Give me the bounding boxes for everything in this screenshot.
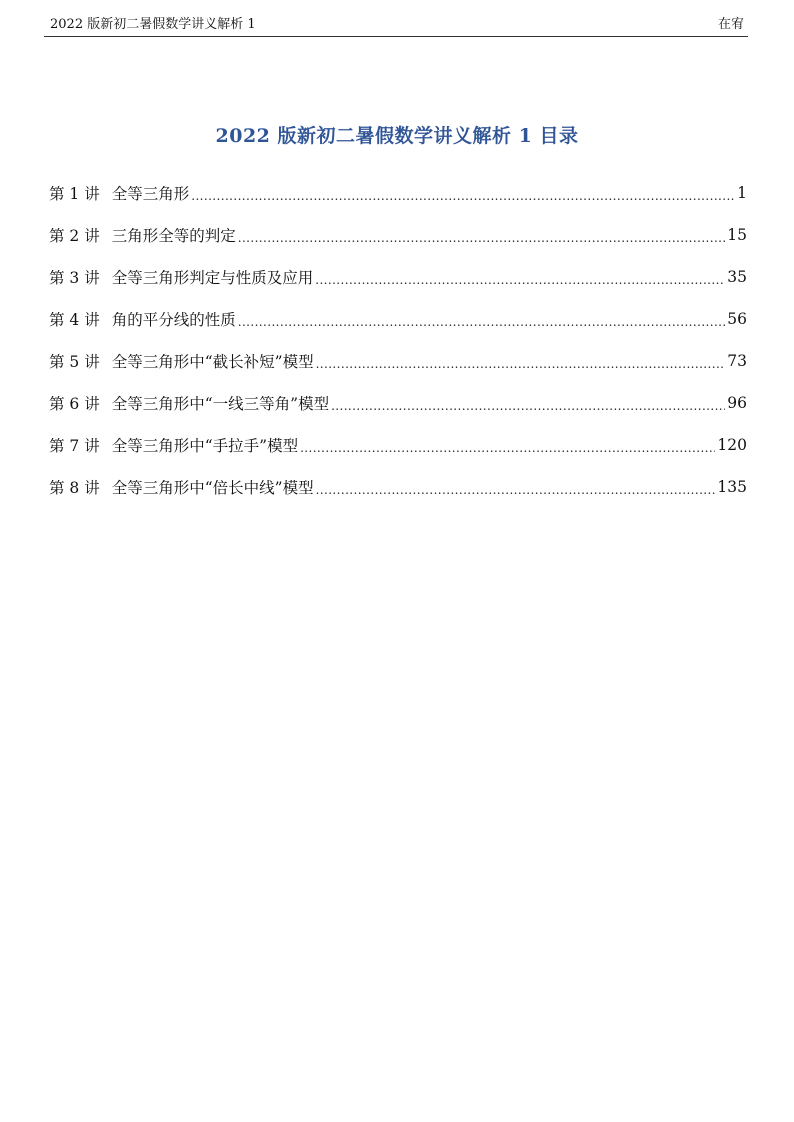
header-author: 在宥 — [717, 17, 744, 32]
toc-dot-leader — [238, 315, 726, 329]
toc-entry-label: 全等三角形中“倍长中线”模型 — [111, 479, 314, 497]
toc-dot-leader — [315, 273, 725, 287]
toc-entry-4[interactable] — [49, 298, 747, 340]
toc-dot-leader — [316, 483, 716, 497]
toc-entry-2[interactable] — [49, 214, 747, 256]
toc-entry-number: 第 5 讲 — [49, 353, 100, 371]
toc-entry-page: 35 — [727, 268, 747, 286]
toc-entry-page: 15 — [727, 226, 747, 244]
toc-entry-label: 全等三角形中“手拉手”模型 — [111, 437, 299, 455]
toc-title: 2022 版新初二暑假数学讲义解析 1 目录 — [215, 125, 579, 147]
toc-dot-leader — [300, 441, 715, 455]
toc-entry-number: 第 7 讲 — [49, 437, 100, 455]
toc-entry-page: 135 — [717, 478, 747, 496]
page-header — [44, 14, 748, 37]
toc-entry-6[interactable] — [49, 382, 747, 424]
toc-entry-label: 三角形全等的判定 — [111, 227, 236, 245]
toc-entry-page: 96 — [727, 394, 747, 412]
toc-entry-1[interactable] — [49, 172, 747, 214]
toc-entry-label: 角的平分线的性质 — [111, 311, 236, 329]
toc-entry-number: 第 4 讲 — [49, 311, 100, 329]
toc-entry-number: 第 1 讲 — [49, 185, 100, 203]
toc-entry-number: 第 3 讲 — [49, 269, 100, 287]
header-doc-title: 2022 版新初二暑假数学讲义解析 1 — [50, 17, 256, 32]
toc-entry-8[interactable] — [49, 466, 747, 508]
toc-entry-3[interactable] — [49, 256, 747, 298]
toc-dot-leader — [238, 231, 726, 245]
table-of-contents — [49, 172, 747, 508]
toc-entry-5[interactable] — [49, 340, 747, 382]
toc-entry-label: 全等三角形 — [111, 185, 190, 203]
toc-entry-number: 第 2 讲 — [49, 227, 100, 245]
toc-entry-label: 全等三角形中“一线三等角”模型 — [111, 395, 330, 413]
toc-dot-leader — [331, 399, 725, 413]
toc-dot-leader — [191, 189, 735, 203]
toc-entry-page: 73 — [727, 352, 747, 370]
toc-dot-leader — [316, 357, 726, 371]
toc-entry-page: 120 — [717, 436, 747, 454]
toc-entry-page: 56 — [727, 310, 747, 328]
toc-entry-page: 1 — [737, 184, 747, 202]
toc-entry-number: 第 6 讲 — [49, 395, 100, 413]
toc-entry-label: 全等三角形判定与性质及应用 — [111, 269, 314, 287]
toc-entry-number: 第 8 讲 — [49, 479, 100, 497]
toc-entry-7[interactable] — [49, 424, 747, 466]
toc-entry-label: 全等三角形中“截长补短”模型 — [111, 353, 314, 371]
